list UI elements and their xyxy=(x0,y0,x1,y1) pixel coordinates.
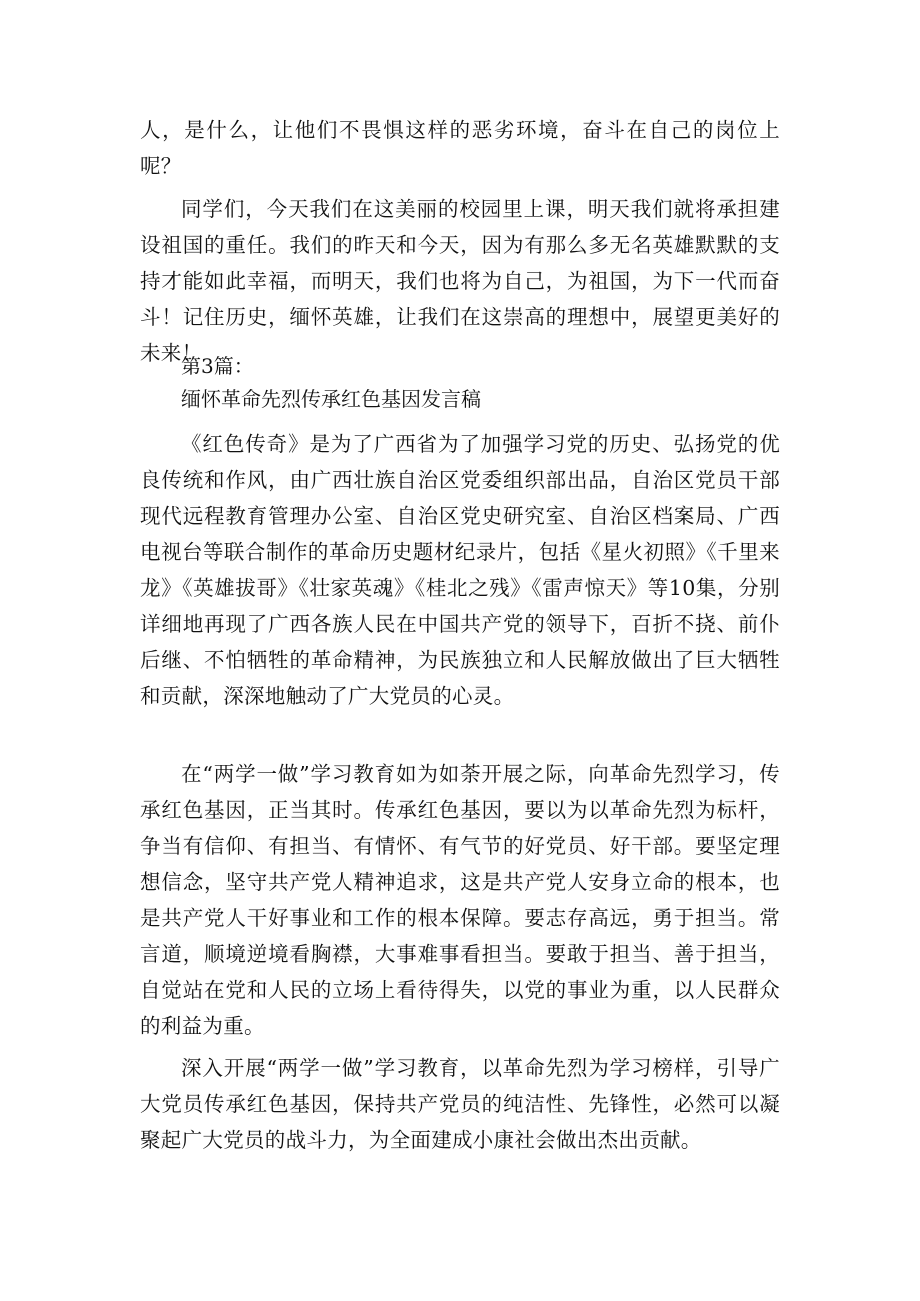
paragraph-continuation: 人，是什么，让他们不畏惧这样的恶劣环境，奋斗在自己的岗位上呢？ xyxy=(140,118,780,178)
paragraph-two-studies: 在“两学一做”学习教育如为如荼开展之际，向革命先烈学习，传承红色基因，正当其时。传承红色基因，要以为以革命先烈为标杆，争当有信仰、有担当、有情怀、有气节的好党员、好干部。要坚定理想信念，坚守共产党人精神追求，这是共产党人安身立命的根本，也是共产党人干好事业和工作的根本保障。要志存高远，勇于担当。常言道，顺境逆境看胸襟，大事难事看担当。要敢于担当、善于担当，自觉站在党和人民的立场上看待得失，以党的事业为重，以人民群众的利益为重。 xyxy=(140,762,780,1038)
section-label: 第3篇： xyxy=(181,354,254,378)
section-title: 缅怀革命先烈传承红色基因发言稿 xyxy=(181,387,481,411)
paragraph-red-legend: 《红色传奇》是为了广西省为了加强学习党的历史、弘扬党的优良传统和作风，由广西壮族自治区党委组织部出品，自治区党员干部现代远程教育管理办公室、自治区党史研究室、自治区档案局、广西电视台等联合制作的革命历史题材纪录片，包括《星火初照》《千里来龙》《英雄拔哥》《壮家英魂》《桂北之残》《雷声惊天》等10集，分别详细地再现了广西各族人民在中国共产党的领导下，百折不挠、前仆后继、不怕牺牲的革命精神，为民族独立和人民解放做出了巨大牺牲和贡献，深深地触动了广大党员的心灵。 xyxy=(140,432,780,708)
paragraph-conclusion: 深入开展“两学一做”学习教育，以革命先烈为学习榜样，引导广大党员传承红色基因，保持共产党员的纯洁性、先锋性，必然可以凝聚起广大党员的战斗力，为全面建成小康社会做出杰出贡献。 xyxy=(140,1056,780,1152)
paragraph-students: 同学们，今天我们在这美丽的校园里上课，明天我们就将承担建设祖国的重任。我们的昨天和今天，因为有那么多无名英雄默默的支持才能如此幸福，而明天，我们也将为自己，为祖国，为下一代而奋斗！记住历史，缅怀英雄，让我们在这崇高的理想中，展望更美好的未来！ xyxy=(140,197,780,365)
